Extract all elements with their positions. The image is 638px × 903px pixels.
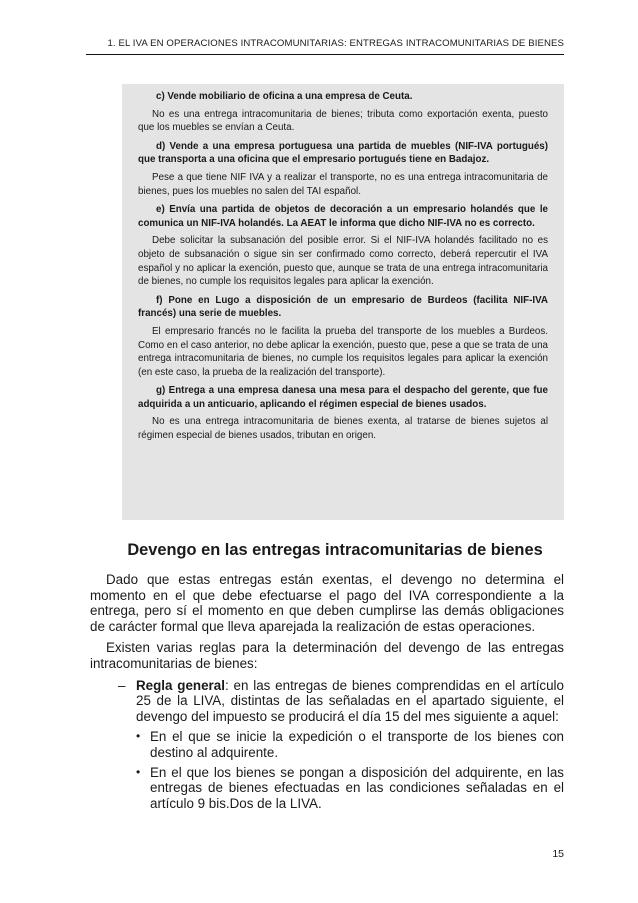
example-e-question: e) Envía una partida de objetos de decoración a un empresario holandés que le comunica un NIF-IVA holandés. La AEAT le informa que dicho NIF-IVA no es correcto. [138,204,548,229]
devengo-section [90,541,564,815]
rule-general-label: Regla general [136,677,225,693]
rule-general-text: : en las entregas de bienes comprendidas en el artículo 25 de la LIVA, distintas de las señaladas en el apartado siguiente, el devengo del impuesto se producirá el día 15 del mes siguiente a aquel: [136,677,564,724]
page-number: 15 [552,848,564,860]
section-paragraph-2: Existen varias reglas para la determinación del devengo de las entregas intracomunitarias de bienes: [90,640,564,671]
example-g-answer: No es una entrega intracomunitaria de bienes exenta, al tratarse de bienes sujetos al régimen especial de bienes usados, tributan en origen. [138,416,548,442]
example-d-answer: Pese a que tiene NIF IVA y a realizar el transporte, no es una entrega intracomunitaria de bienes, pues los muebles no salen del TAI español. [138,171,548,197]
list-item [90,729,564,760]
bullet-icon: • [136,764,141,779]
rule-bullet-list [90,729,564,811]
list-item [90,765,564,812]
section-paragraph-1: Dado que estas entregas están exentas, el devengo no determina el momento en el que debe efectuarse el pago del IVA correspondiente a la entrega, pero sí el momento en que deben cumplirse las demás obligaciones de carácter formal que lleva aparejada la realización de estas operaciones. [90,572,564,634]
example-f-answer: El empresario francés no le facilita la prueba del transporte de los muebles a Burdeos. Como en el caso anterior, no debe aplicar la exención, puesto que, pese a que se trata de una entrega intracomunitaria de bienes, no cumple los requisitos legales para aplicar la exención (en este caso, la prueba de la realización del transporte). [138,325,548,378]
examples-box [122,84,564,520]
example-e-answer: Debe solicitar la subsanación del posible error. Si el NIF-IVA holandés facilitado no es objeto de subsanación o sigue sin ser confirmado como correcto, deberá repercutir el IVA español y no aplicar la exención, puesto que, aunque se trata de una entrega intracomunitaria de bienes, no cumple los requisitos legales para aplicar la exención. [138,235,548,288]
example-f-question: f) Pone en Lugo a disposición de un empresario de Burdeos (facilita NIF-IVA francés) una serie de muebles. [138,294,548,320]
running-header: 1. EL IVA EN OPERACIONES INTRACOMUNITARIAS: ENTREGAS INTRACOMUNITARIAS DE BIENES [107,38,564,49]
example-c-answer: No es una entrega intracomunitaria de bienes; tributa como exportación exenta, puesto que los muebles se envían a Ceuta. [138,108,548,134]
example-d-question: d) Vende a una empresa portuguesa una partida de muebles (NIF-IVA portugués) que transporta a una oficina que el empresario portugués tiene en Badajoz. [138,140,548,166]
header-rule [86,54,564,55]
bullet-text: En el que los bienes se pongan a disposición del adquirente, en las entregas de bienes efectuadas en las condiciones señaladas en el artículo 9 bis.Dos de la LIVA. [150,764,564,811]
rule-general-item [90,678,564,725]
bullet-text: En el que se inicie la expedición o el transporte de los bienes con destino al adquirente. [150,729,564,760]
example-c-question: c) Vende mobiliario de oficina a una empresa de Ceuta. [156,91,413,102]
bullet-icon: • [136,729,141,744]
dash-marker: – [118,677,126,693]
example-g-question: g) Entrega a una empresa danesa una mesa para el despacho del gerente, que fue adquirida a un anticuario, aplicando el régimen especial de bienes usados. [138,385,548,410]
section-title: Devengo en las entregas intracomunitarias de bienes [127,541,543,559]
